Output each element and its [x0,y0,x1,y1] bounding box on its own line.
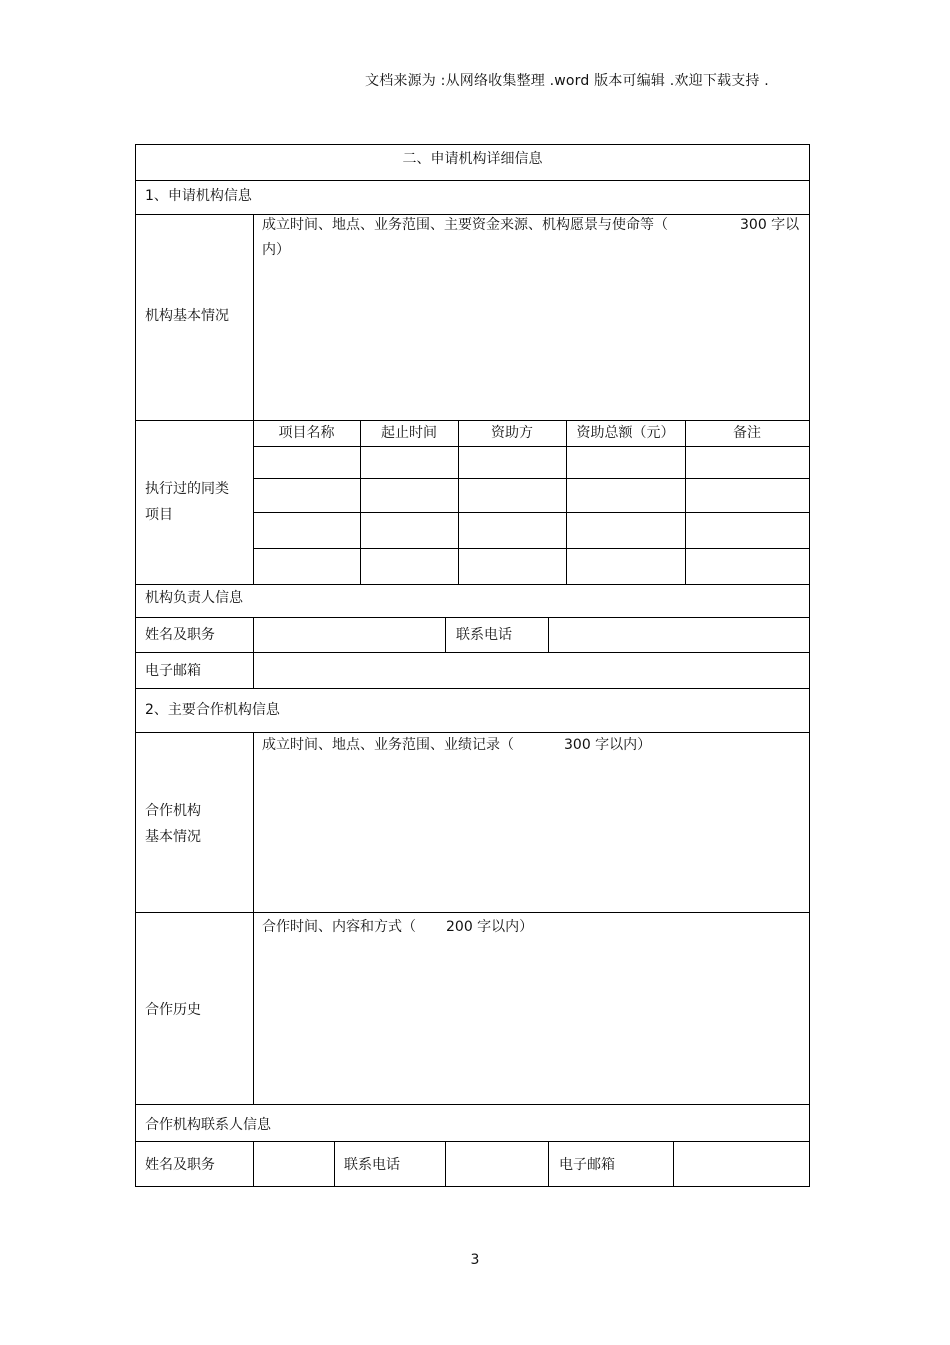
projects-label: 执行过的同类 [145,481,229,497]
org-basic-hint: 成立时间、地点、业务范围、主要资金来源、机构愿景与使命等（ [262,217,668,233]
partner-basic-hint-count: 300 字以内） [564,737,652,753]
history-label: 合作历史 [145,1002,201,1018]
partner-contact-heading: 合作机构联系人信息 [145,1117,271,1133]
col-remarks: 备注 [733,425,761,441]
col-funder: 资助方 [491,425,533,441]
col-total-amount: 资助总额（元） [576,425,675,441]
partner-basic-hint: 成立时间、地点、业务范围、业绩记录（ [262,737,514,753]
partner-email-label: 电子邮箱 [559,1157,615,1173]
leader-email-label: 电子邮箱 [145,663,201,679]
section1-heading: 1、申请机构信息 [145,188,252,204]
section2-heading: 2、主要合作机构信息 [145,702,280,718]
document-source-note: 文档来源为 :从网络收集整理 .word 版本可编辑 .欢迎下载支持 . [365,73,769,89]
history-hint-count: 200 字以内） [446,919,534,935]
org-basic-label: 机构基本情况 [145,308,229,324]
leader-name-label: 姓名及职务 [145,627,215,643]
partner-basic-label-2: 基本情况 [145,829,201,845]
col-project-name: 项目名称 [278,425,335,441]
partner-name-label: 姓名及职务 [145,1157,215,1173]
col-period: 起止时间 [381,425,437,441]
table-title: 二、申请机构详细信息 [402,151,543,167]
partner-phone-label: 联系电话 [344,1157,400,1173]
org-basic-hint-count: 300 字以 [740,217,800,233]
org-basic-hint-end: 内） [262,242,290,258]
leader-phone-label: 联系电话 [456,627,512,643]
projects-label-2: 项目 [145,507,173,523]
page-number: 3 [470,1252,480,1268]
leader-heading: 机构负责人信息 [145,590,243,606]
partner-basic-label: 合作机构 [145,803,201,819]
history-hint: 合作时间、内容和方式（ [262,919,416,935]
